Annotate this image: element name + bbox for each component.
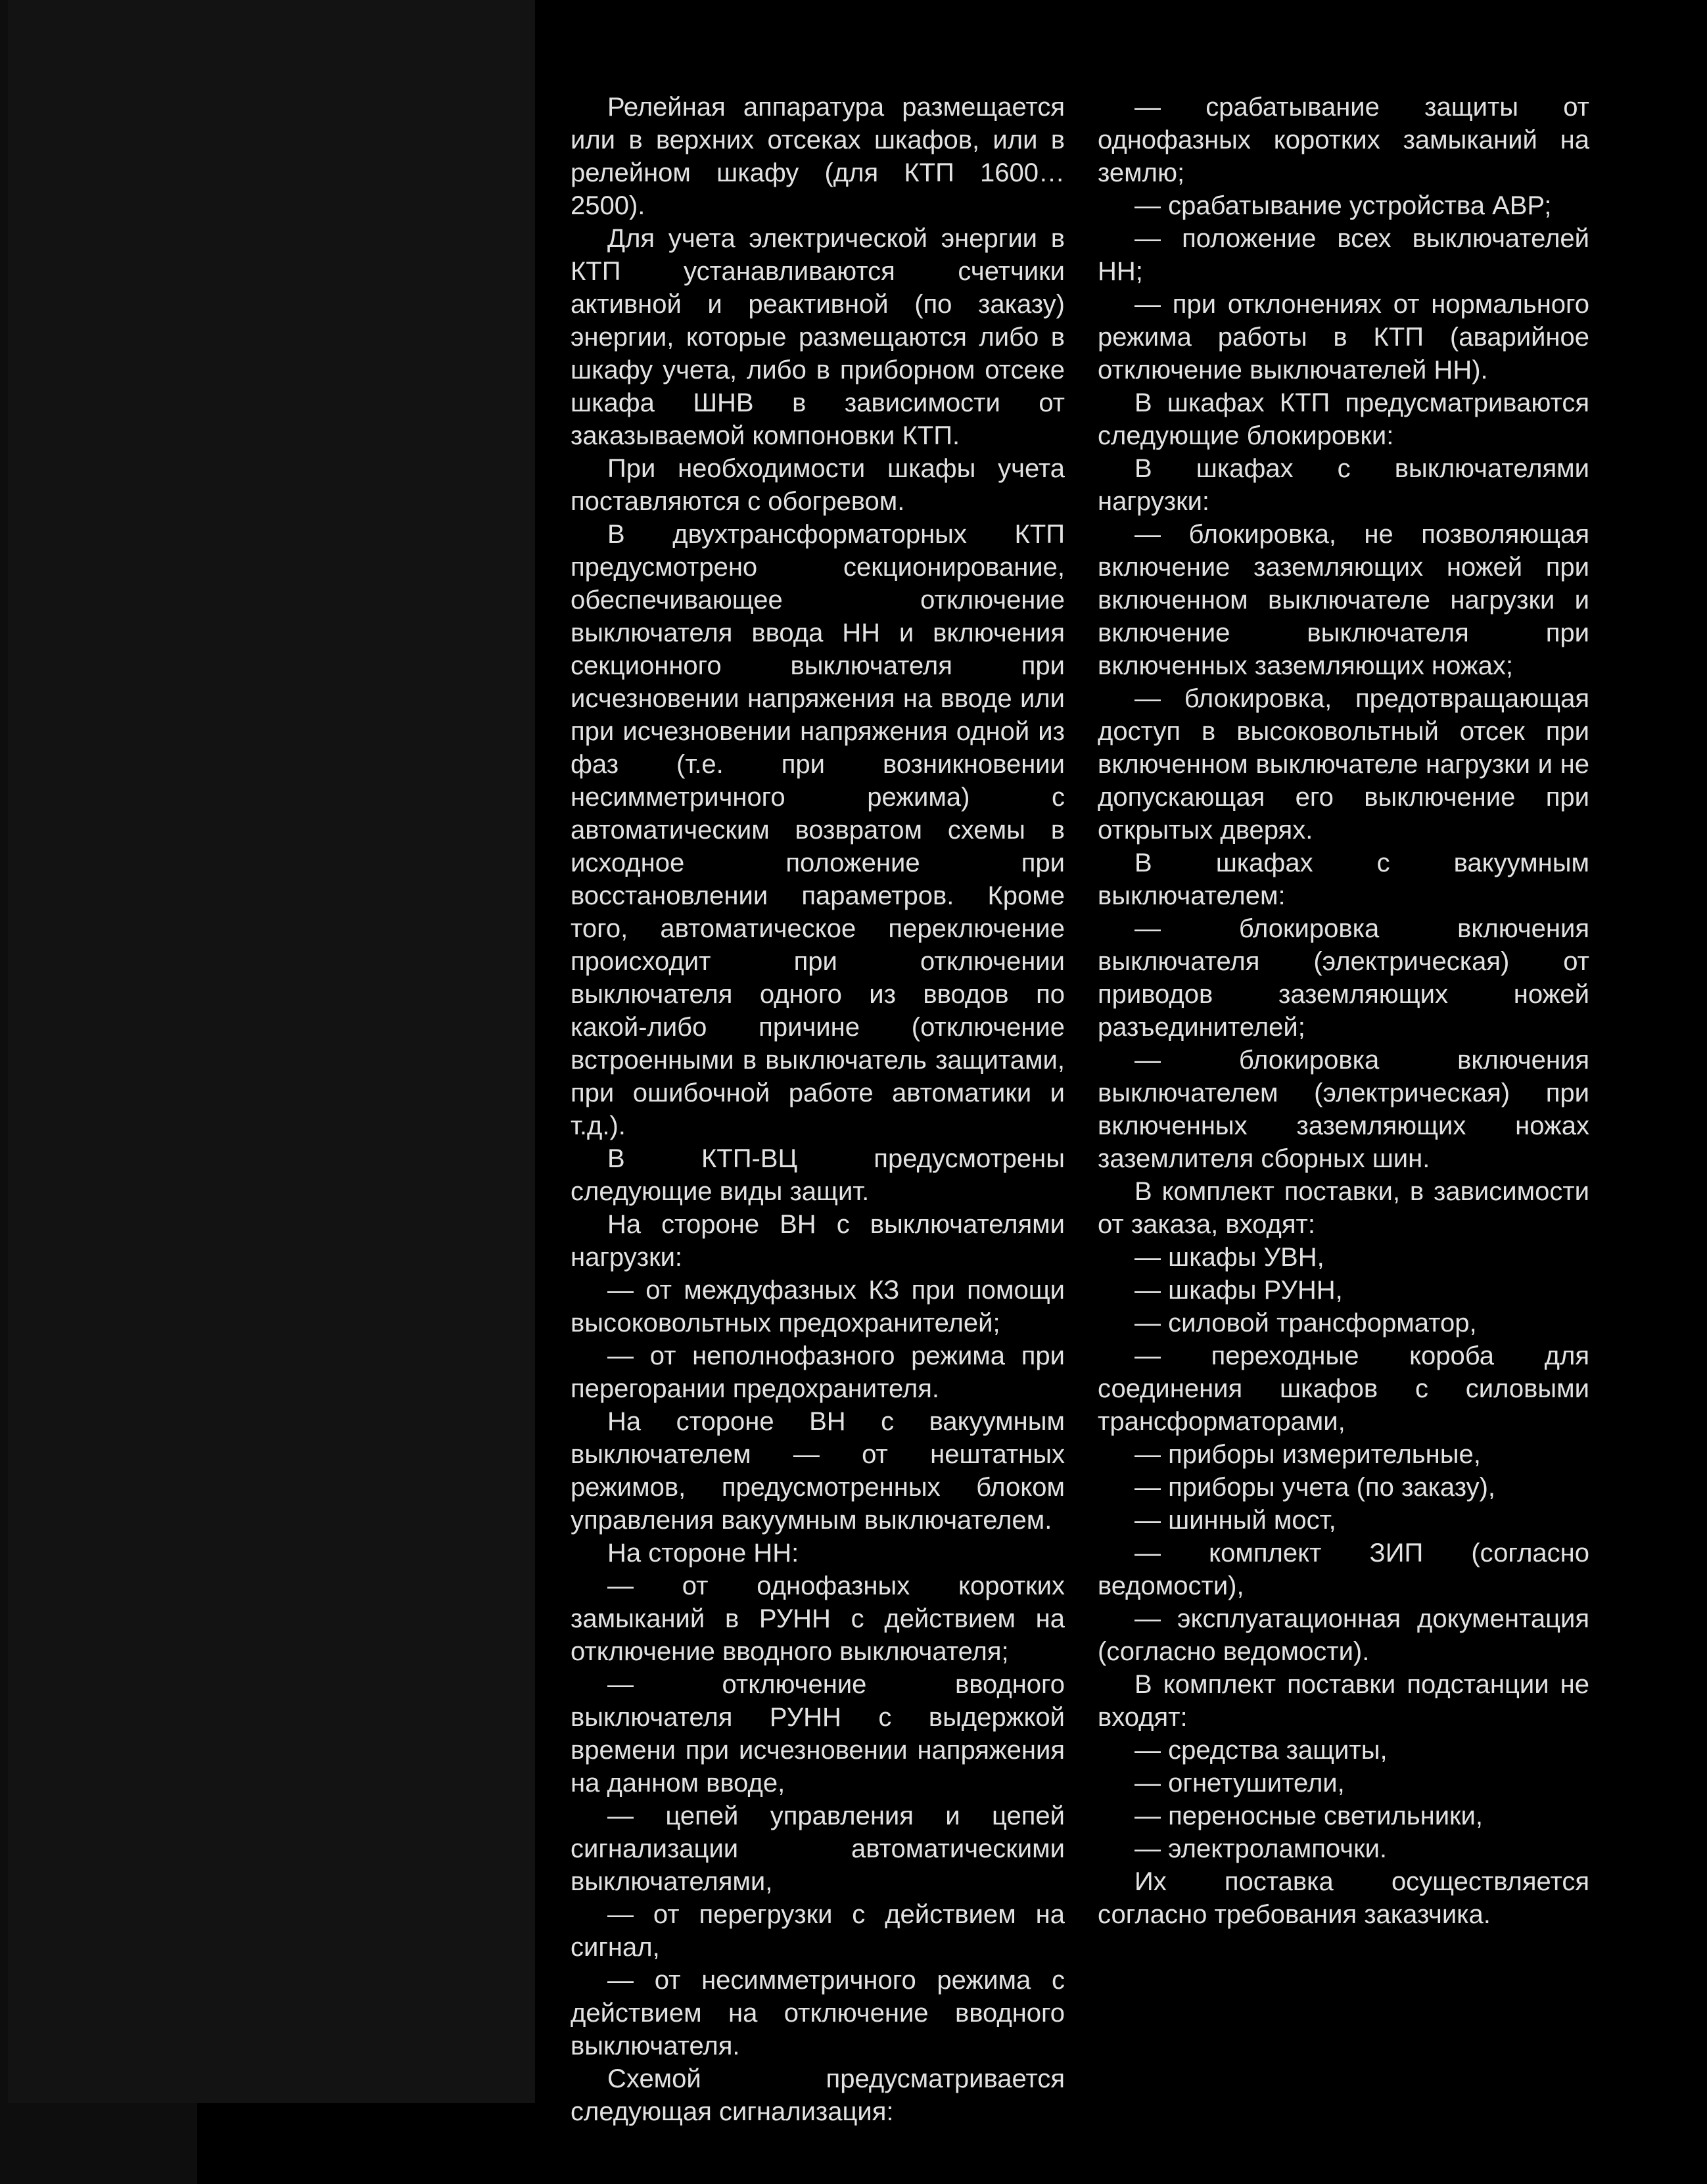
- list-item: — срабатывание устройства АВР;: [1134, 191, 1552, 220]
- list-item: — блокировка включения выключателя (электрическая) от приводов заземляющих ножей разъединителей;: [1098, 914, 1589, 1042]
- list-item: — приборы учета (по заказу),: [1134, 1473, 1496, 1502]
- paragraph: Их поставка осуществляется согласно требования заказчика.: [1098, 1867, 1589, 1929]
- list-item: — при отклонениях от нормального режима работы в КТП (аварийное отключение выключателей НН).: [1098, 290, 1589, 384]
- paragraph: На стороне НН:: [607, 1539, 799, 1568]
- paragraph: Схемой предусматривается следующая сигнализация:: [571, 2064, 1065, 2126]
- list-item: — шкафы УВН,: [1134, 1243, 1324, 1272]
- paragraph: В шкафах с вакуумным выключателем:: [1098, 848, 1589, 910]
- list-item: — блокировка, предотвращающая доступ в высоковольтный отсек при включенном выключателе нагрузки и не допускающая его выключение при открытых дверях.: [1098, 684, 1589, 845]
- text-column-right: [1098, 91, 1589, 1931]
- list-item: — переносные светильники,: [1134, 1801, 1483, 1830]
- list-item: — силовой трансформатор,: [1134, 1309, 1477, 1337]
- list-item: — от междуфазных КЗ при помощи высоковольтных предохранителей;: [571, 1276, 1065, 1337]
- blank-left-page-area: [8, 0, 535, 2103]
- list-item: — средства защиты,: [1134, 1736, 1388, 1765]
- paragraph: На стороне ВН с вакуумным выключателем — от нештатных режимов, предусмотренных блоком управления вакуумным выключателем.: [571, 1407, 1065, 1535]
- list-item: — от неполнофазного режима при перегорании предохранителя.: [571, 1341, 1065, 1403]
- paragraph: В комплект поставки подстанции не входят:: [1098, 1670, 1589, 1732]
- list-item: — переходные короба для соединения шкафов с силовыми трансформаторами,: [1098, 1341, 1589, 1436]
- list-item: — блокировка включения выключателем (электрическая) при включенных заземляющих ножах заземлителя сборных шин.: [1098, 1046, 1589, 1173]
- list-item: — электролампочки.: [1134, 1834, 1388, 1863]
- paragraph: В комплект поставки, в зависимости от заказа, входят:: [1098, 1177, 1589, 1239]
- list-item: — от перегрузки с действием на сигнал,: [571, 1900, 1065, 1962]
- paragraph: Релейная аппаратура размещается или в верхних отсеках шкафов, или в релейном шкафу (для КТП 1600…2500).: [571, 93, 1065, 220]
- list-item: — положение всех выключателей НН;: [1098, 224, 1589, 286]
- paragraph: В КТП-ВЦ предусмотрены следующие виды защит.: [571, 1144, 1065, 1206]
- list-item: — шинный мост,: [1134, 1506, 1336, 1535]
- list-item: — огнетушители,: [1134, 1769, 1345, 1798]
- list-item: — шкафы РУНН,: [1134, 1276, 1343, 1305]
- list-item: — срабатывание защиты от однофазных коротких замыканий на землю;: [1098, 93, 1589, 187]
- list-item: — блокировка, не позволяющая включение заземляющих ножей при включенном выключателе нагрузки и включение выключателя при включенных заземляющих ножах;: [1098, 520, 1589, 680]
- paragraph: Для учета электрической энергии в КТП устанавливаются счетчики активной и реактивной (по заказу) энергии, которые размещаются либо в шкафу учета, либо в приборном отсеке шкафа ШНВ в зависимости от заказываемой компоновки КТП.: [571, 224, 1065, 450]
- paragraph: В двухтрансформаторных КТП предусмотрено секционирование, обеспечивающее отключение выключателя ввода НН и включения секционного выключателя при исчезновении напряжения на вводе или при исчезновении напряжения одной из фаз (т.е. при возникновении несимметричного режима) с автоматическим возвратом схемы в исходное положение при восстановлении параметров. Кроме того, автоматическое переключение происходит при отключении выключателя одного из вводов по какой-либо причине (отключение встроенными в выключатель защитами, при ошибочной работе автоматики и т.д.).: [571, 520, 1065, 1140]
- list-item: — от однофазных коротких замыканий в РУНН с действием на отключение вводного выключателя;: [571, 1571, 1065, 1666]
- text-column-left: [571, 91, 1065, 2128]
- list-item: — цепей управления и цепей сигнализации автоматическими выключателями,: [571, 1801, 1065, 1896]
- paragraph: При необходимости шкафы учета поставляются с обогревом.: [571, 454, 1065, 516]
- paragraph: В шкафах с выключателями нагрузки:: [1098, 454, 1589, 516]
- list-item: — приборы измерительные,: [1134, 1440, 1481, 1469]
- list-item: — эксплуатационная документация (согласно ведомости).: [1098, 1604, 1589, 1666]
- list-item: — отключение вводного выключателя РУНН с выдержкой времени при исчезновении напряжения на данном вводе,: [571, 1670, 1065, 1798]
- paragraph: В шкафах КТП предусматриваются следующие блокировки:: [1098, 388, 1589, 450]
- list-item: — от несимметричного режима с действием на отключение вводного выключателя.: [571, 1966, 1065, 2060]
- list-item: — комплект ЗИП (согласно ведомости),: [1098, 1539, 1589, 1600]
- paragraph: На стороне ВН с выключателями нагрузки:: [571, 1210, 1065, 1272]
